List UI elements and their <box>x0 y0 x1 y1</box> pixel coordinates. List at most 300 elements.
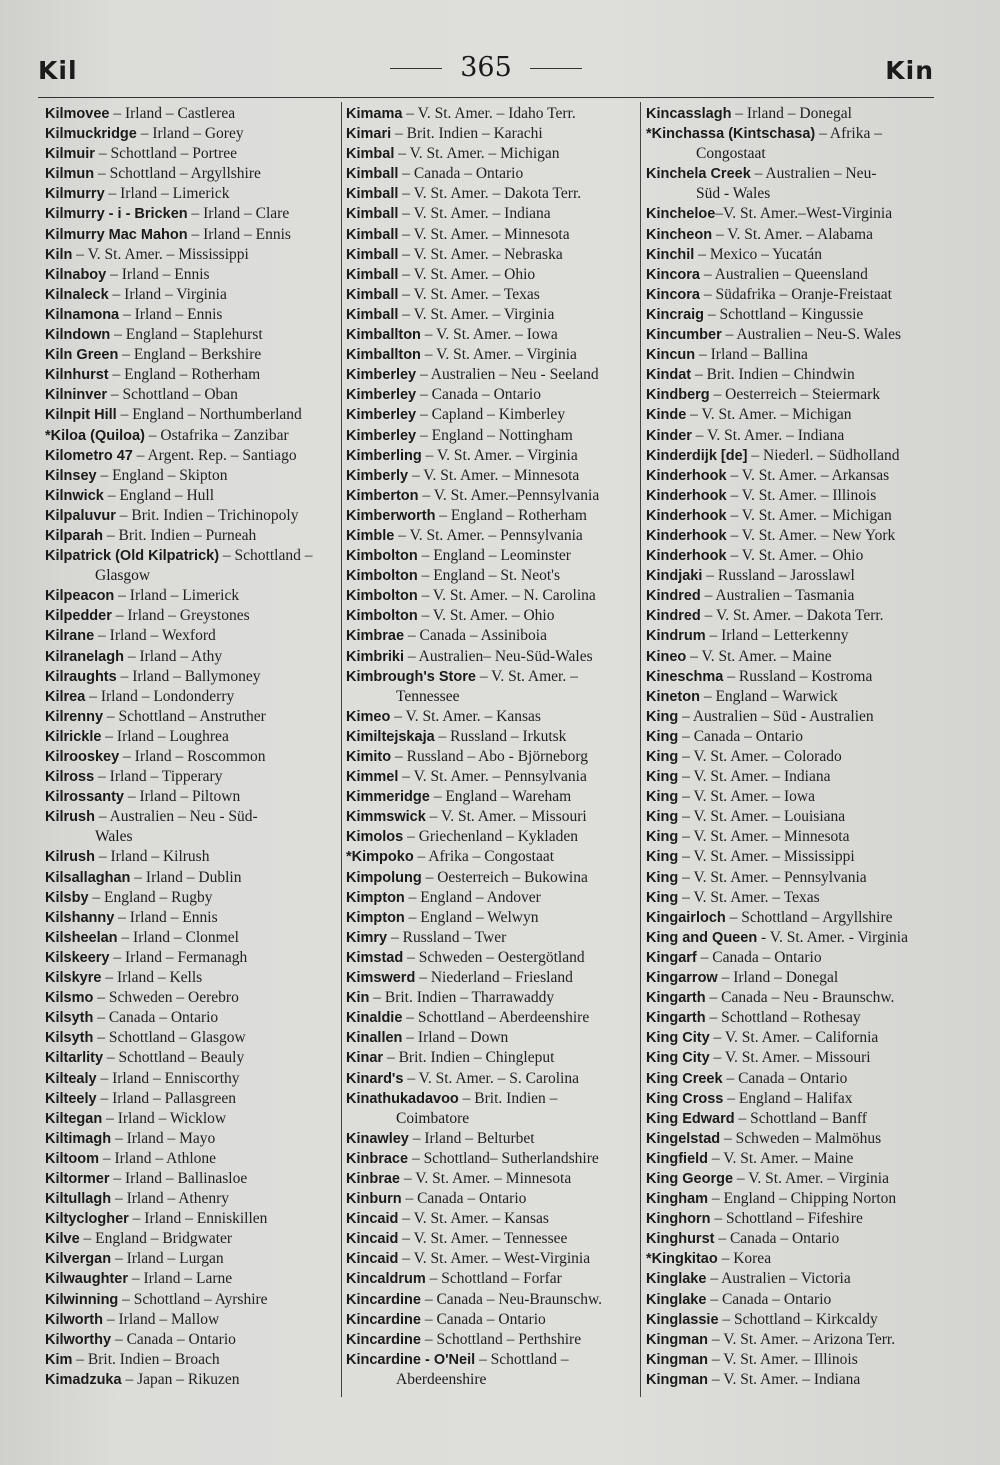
entry-name: Kindjaki <box>646 568 703 585</box>
entry-location: – V. St. Amer. – Minnesota <box>398 225 570 243</box>
entry-location: – V. St. Amer. – Missouri <box>425 808 587 826</box>
entry-location: – V. St. Amer. – Mississippi <box>72 245 249 263</box>
entry-location: – England – Halifax <box>723 1089 853 1107</box>
gazetteer-entry <box>646 626 940 646</box>
entry-location: – V. St. Amer. – Louisiana <box>678 808 846 826</box>
entry-name: Kilndown <box>45 327 111 344</box>
entry-location: – Schottland – Forfar <box>425 1270 562 1288</box>
entry-location: – V. St. Amer. – Dakota Terr. <box>700 607 884 625</box>
entry-name: Kilsallaghan <box>45 869 131 886</box>
gazetteer-entry <box>646 586 940 606</box>
gazetteer-entry <box>346 446 636 466</box>
gazetteer-entry <box>646 265 940 285</box>
entry-location: – Irland – Ballymoney <box>116 667 261 685</box>
column-3 <box>646 104 940 1390</box>
gazetteer-entry <box>45 586 335 606</box>
entry-location: – Canada – Ontario <box>398 165 524 183</box>
entry-location: – V. St. Amer. – Ohio <box>398 265 536 283</box>
gazetteer-entry <box>45 888 335 908</box>
entry-location: – Irland – Limerick <box>114 587 240 605</box>
gazetteer-entry <box>45 687 335 707</box>
gazetteer-entry <box>346 1028 636 1048</box>
entry-name: Kimbal <box>346 146 395 163</box>
entry-location: – Australien – Victoria <box>706 1270 851 1288</box>
entry-name: Kimswerd <box>346 970 416 987</box>
gazetteer-entry <box>45 466 335 486</box>
entry-location: – Irland – Donegal <box>731 105 852 122</box>
entry-name: King Edward <box>646 1110 735 1127</box>
entry-location: – Schottland – Rothesay <box>705 1009 861 1027</box>
entry-name: Kimolos <box>346 829 404 846</box>
entry-name: Kinbrace <box>346 1150 409 1167</box>
gazetteer-entry <box>346 245 636 265</box>
entry-name: Kilranelagh <box>45 648 124 665</box>
entry-name: Kiltealy <box>45 1070 97 1087</box>
gazetteer-entry <box>646 1229 940 1249</box>
entry-name: Kinde <box>646 407 687 424</box>
entry-name: Kiln Green <box>45 347 119 364</box>
gazetteer-entry <box>45 144 335 164</box>
entry-name: Kilraughts <box>45 668 117 685</box>
gazetteer-entry <box>346 928 636 948</box>
entry-location: – Australien – Süd - Australien <box>678 707 874 725</box>
entry-location: – V. St. Amer. – Pennsylvania <box>398 768 587 786</box>
gazetteer-entry <box>346 124 636 144</box>
entry-name: Kilmuir <box>45 146 95 163</box>
gazetteer-entry <box>45 1189 335 1209</box>
entry-name: Kinar <box>346 1050 384 1067</box>
entry-name: Kimmeridge <box>346 789 430 806</box>
entry-location: – V. St. Amer. – Idaho Terr. <box>402 105 576 122</box>
entry-name: Kinderhook <box>646 548 727 565</box>
header-dash-left <box>390 68 442 69</box>
gazetteer-entry <box>346 566 636 586</box>
entry-location: – Irland – Limerick <box>104 185 230 203</box>
gazetteer-entry <box>346 204 636 224</box>
entry-location: – V. St. Amer. – Illinois <box>726 486 877 504</box>
entry-name: Kinawley <box>346 1130 409 1147</box>
entry-name: Kincaid <box>346 1251 399 1268</box>
entry-name: Kilnhurst <box>45 367 109 384</box>
entry-name: Kincun <box>646 347 696 364</box>
entry-location: – Australien – Neu - Seeland <box>416 366 599 384</box>
gazetteer-entry <box>45 426 335 446</box>
entry-name: Kilskeery <box>45 949 110 966</box>
gazetteer-entry <box>646 305 940 325</box>
entry-name: Kinglake <box>646 1291 707 1308</box>
gazetteer-entry <box>646 1169 940 1189</box>
entry-location: – V. St. Amer. – Virginia <box>420 346 577 364</box>
entry-name: Kilrea <box>45 688 86 705</box>
gazetteer-entry <box>646 1370 940 1390</box>
entry-location: – V. St. Amer. – Dakota Terr. <box>398 185 582 203</box>
entry-location: – Südafrika – Oranje-Freistaat <box>700 285 892 303</box>
entry-location: – Canada – Ontario <box>722 1069 848 1087</box>
gazetteer-entry <box>346 426 636 446</box>
entry-location: – England – Andover <box>404 888 541 906</box>
entry-location: – Brit. Indien – Tharrawaddy <box>369 989 555 1007</box>
entry-name: Kilnaleck <box>45 286 109 303</box>
gazetteer-entry <box>646 506 940 526</box>
entry-name: Kincora <box>646 266 700 283</box>
entry-location: – England – Hull <box>103 486 215 504</box>
gazetteer-entry <box>45 104 335 124</box>
entry-name: Kinder <box>646 427 692 444</box>
entry-location: – Schottland – Perthshire <box>420 1330 582 1348</box>
gazetteer-entry <box>45 546 335 566</box>
entry-name: Kilross <box>45 769 95 786</box>
gazetteer-entry <box>45 1169 335 1189</box>
entry-location: – V. St. Amer. – Mississippi <box>678 848 855 866</box>
gazetteer-entry <box>346 1209 636 1229</box>
entry-name: Kilrush <box>45 849 95 866</box>
entry-continuation: Coimbatore <box>396 1109 470 1127</box>
entry-name: Kilsheelan <box>45 929 118 946</box>
entry-location: – Irland – Roscommon <box>119 748 266 765</box>
entry-location: – V. St. Amer. – California <box>709 1029 879 1047</box>
gazetteer-entry <box>346 1048 636 1068</box>
entry-name: Kiltoom <box>45 1150 99 1167</box>
entry-location: – Irland – Fermanagh <box>109 948 248 966</box>
entry-location: – Brit. Indien – Chingleput <box>383 1049 555 1067</box>
entry-name: Kilrickle <box>45 728 102 745</box>
entry-location: – Canada – Ontario <box>111 1330 236 1348</box>
entry-name: King <box>646 708 679 725</box>
entry-name: Kingarf <box>646 949 697 966</box>
entry-location: – Irland – Larne <box>127 1270 233 1288</box>
gazetteer-entry <box>646 847 940 867</box>
gazetteer-entry <box>646 104 940 124</box>
gazetteer-entry <box>346 144 636 164</box>
gazetteer-entry <box>346 1169 636 1189</box>
entry-name: Kingman <box>646 1331 709 1348</box>
entry-name: Kimball <box>346 246 399 263</box>
entry-name: Kimberly <box>346 467 409 484</box>
entry-name: Kimstad <box>346 949 404 966</box>
entry-location: – Irland – Ennis <box>106 265 210 283</box>
entry-name: Kilnwick <box>45 487 104 504</box>
entry-name: King <box>646 728 679 745</box>
gazetteer-entry <box>45 325 335 345</box>
entry-name: Kilometro 47 <box>45 447 133 464</box>
entry-name: Kilpeacon <box>45 588 115 605</box>
entry-name: Kinderhook <box>646 467 727 484</box>
entry-location: – V. St. Amer. – Michigan <box>686 406 852 424</box>
entry-location: – England – Wareham <box>429 788 572 806</box>
entry-location: – Korea <box>717 1250 772 1268</box>
gazetteer-entry <box>346 1189 636 1209</box>
gazetteer-entry <box>646 466 940 486</box>
entry-continuation: Aberdeenshire <box>396 1370 487 1388</box>
entry-name: King <box>646 829 679 846</box>
entry-location: – Australien – Queensland <box>700 265 868 283</box>
gazetteer-entry <box>45 647 335 667</box>
gazetteer-entry <box>646 1330 940 1350</box>
entry-location: – V. St. Amer. – Michigan <box>726 506 892 524</box>
gazetteer-entry <box>45 245 335 265</box>
entry-name: Kim <box>45 1351 73 1368</box>
entry-name: King <box>646 749 679 765</box>
entry-location: – Irland – Wexford <box>94 627 216 645</box>
entry-name: Kincora <box>646 286 700 303</box>
entry-location: – V. St. Amer. – West-Virginia <box>398 1250 591 1268</box>
entry-location: – V. St. Amer. – Indiana <box>398 205 551 223</box>
entry-name: King City <box>646 1030 710 1047</box>
entry-name: Kingelstad <box>646 1130 721 1147</box>
entry-name: King <box>646 849 679 866</box>
entry-name: Kilve <box>45 1231 80 1248</box>
entry-location: – England – Berkshire <box>118 346 262 364</box>
gazetteer-entry <box>45 1330 335 1350</box>
gazetteer-entry <box>646 204 940 224</box>
entry-location: – Schweden – Malmöhus <box>720 1129 882 1147</box>
gazetteer-entry <box>346 1089 636 1109</box>
gazetteer-entry <box>646 1209 940 1229</box>
gazetteer-entry <box>646 1350 940 1370</box>
entry-location: – Canada – Assiniboia <box>404 627 547 645</box>
entry-location: – Irland – Ballina <box>695 346 808 364</box>
gazetteer-entry <box>646 908 940 928</box>
entry-name: Kincraig <box>646 306 705 323</box>
entry-name: Kimball <box>346 266 399 283</box>
entry-location: – Schottland – Kingussie <box>704 305 864 323</box>
gazetteer-entry <box>346 707 636 727</box>
entry-name: Kimberley <box>346 427 417 444</box>
entry-location: – Irland – Dublin <box>130 868 242 886</box>
entry-location: – Japan – Rikuzen <box>121 1370 240 1388</box>
entry-name: Kindrum <box>646 628 706 645</box>
entry-name: Kincaldrum <box>346 1271 426 1288</box>
gazetteer-entry <box>45 506 335 526</box>
entry-name: Kimari <box>346 126 392 143</box>
gazetteer-entry <box>45 767 335 787</box>
entry-name: Kingarth <box>646 1010 706 1027</box>
entry-location: – Schottland– Sutherlandshire <box>408 1149 599 1167</box>
entry-name: Kincheon <box>646 226 713 243</box>
gazetteer-entry <box>346 164 636 184</box>
gazetteer-entry <box>646 546 940 566</box>
gazetteer-entry <box>45 707 335 727</box>
entry-location: – Irland – Letterkenny <box>705 627 849 645</box>
column-1 <box>45 104 335 1390</box>
gazetteer-entry <box>346 767 636 787</box>
entry-name: Kindred <box>646 588 701 605</box>
gazetteer-entry <box>346 1229 636 1249</box>
entry-location: – Irland – Down <box>402 1029 509 1047</box>
entry-location: – V. St. Amer. – Missouri <box>709 1049 871 1067</box>
entry-name: *Kiloa (Quiloa) <box>45 427 145 444</box>
entry-name: Kincardine <box>346 1291 421 1308</box>
entry-location: – V. St. Amer.–Pennsylvania <box>418 486 600 504</box>
entry-location: – Irland – Ennis <box>187 225 291 243</box>
entry-location: – England – Welwyn <box>404 908 539 926</box>
gazetteer-entry <box>646 1290 940 1310</box>
gazetteer-entry <box>45 807 335 827</box>
gazetteer-entry <box>646 1089 940 1109</box>
entry-name: Kincardine <box>346 1331 421 1348</box>
entry-name: King Creek <box>646 1070 723 1087</box>
entry-name: Kimballton <box>346 347 421 364</box>
entry-name: Kimama <box>346 106 403 122</box>
entry-name: Kimbolton <box>346 588 418 605</box>
gazetteer-entry <box>646 747 940 767</box>
entry-location: – Irland – Lurgan <box>111 1250 224 1268</box>
entry-location: – England – St. Neot's <box>417 567 560 585</box>
entry-location: – Russland – Jarosslawl <box>702 567 855 585</box>
entry-location: – Irland – Mallow <box>103 1310 220 1328</box>
gazetteer-entry <box>646 827 940 847</box>
entry-location: – V. St. Amer. – Texas <box>678 888 820 906</box>
entry-location: – V. St. Amer. – Maine <box>708 1149 854 1167</box>
entry-name: *Kingkitao <box>646 1251 718 1268</box>
gazetteer-entry <box>346 1310 636 1330</box>
entry-name: Kiltormer <box>45 1170 110 1187</box>
header-left-guideword: Kil <box>38 56 78 85</box>
gazetteer-entry <box>646 1028 940 1048</box>
entry-name: Kinderhook <box>646 487 727 504</box>
entry-name: Kilrossanty <box>45 789 124 806</box>
gazetteer-entry <box>45 1350 335 1370</box>
entry-name: Kincheloe <box>646 206 716 223</box>
entry-name: King <box>646 769 679 786</box>
gazetteer-entry <box>646 988 940 1008</box>
entry-name: Kimberley <box>346 407 417 424</box>
entry-location: – Brit. Indien – Karachi <box>391 125 543 143</box>
entry-name: Kimbriki <box>346 648 405 665</box>
entry-name: Kimball <box>346 286 399 303</box>
gazetteer-entry <box>646 1189 940 1209</box>
entry-location: – Schottland – Ayrshire <box>118 1290 268 1308</box>
entry-name: Kinglassie <box>646 1311 719 1328</box>
entry-location: – Irland – Gorey <box>136 125 244 143</box>
entry-continuation: Tennessee <box>396 687 460 705</box>
entry-location: – V. St. Amer. – Minnesota <box>408 466 580 484</box>
entry-location: – Schottland – Aberdeenshire <box>402 1009 590 1027</box>
entry-name: Kingairloch <box>646 909 726 926</box>
column-2 <box>346 104 636 1390</box>
gazetteer-entry <box>45 1209 335 1229</box>
gazetteer-entry <box>45 265 335 285</box>
gazetteer-entry <box>346 1330 636 1350</box>
gazetteer-entry <box>45 787 335 807</box>
entry-name: Kimberling <box>346 447 422 464</box>
entry-location: – England – Skipton <box>96 466 228 484</box>
entry-location: – Irland – Castlerea <box>109 105 236 122</box>
entry-name: Kimball <box>346 206 399 223</box>
gazetteer-entry <box>346 1249 636 1269</box>
entry-location: – Brit. Indien – Purneah <box>103 526 257 544</box>
entry-name: Kilpedder <box>45 608 112 625</box>
gazetteer-entry <box>346 586 636 606</box>
entry-name: Kilworth <box>45 1311 103 1328</box>
entry-name: Kilparah <box>45 527 104 544</box>
entry-name: Kilninver <box>45 387 108 404</box>
entry-name: Kimbolton <box>346 608 418 625</box>
gazetteer-entry <box>45 667 335 687</box>
gazetteer-entry <box>45 747 335 767</box>
entry-location: – Schottland – <box>475 1350 569 1368</box>
entry-continuation: Süd - Wales <box>696 185 771 203</box>
entry-name: Kilsyth <box>45 1030 94 1047</box>
entry-location: – Russland – Kostroma <box>723 667 873 685</box>
gazetteer-entry <box>45 345 335 365</box>
entry-location: – England – Rugby <box>88 888 213 906</box>
gazetteer-entry <box>45 626 335 646</box>
entry-location: – V. St. Amer. – Indiana <box>678 768 831 786</box>
gazetteer-entry <box>45 1290 335 1310</box>
gazetteer-entry <box>646 124 940 144</box>
entry-location: – V. St. Amer. – Pennsylvania <box>394 526 583 544</box>
entry-name: Kiltimagh <box>45 1130 112 1147</box>
entry-location: – V. St. Amer. – Iowa <box>678 788 816 806</box>
entry-location: – Irland – Greystones <box>111 607 250 625</box>
gazetteer-entry <box>346 345 636 365</box>
gazetteer-entry <box>346 1069 636 1089</box>
entry-name: Kiltullagh <box>45 1191 112 1208</box>
gazetteer-entry <box>45 1109 335 1129</box>
entry-name: King <box>646 789 679 806</box>
gazetteer-entry <box>346 787 636 807</box>
entry-name: Kimiltejskaja <box>346 728 435 745</box>
gazetteer-entry <box>45 727 335 747</box>
entry-name: Kinderdijk [de] <box>646 447 748 464</box>
entry-name: Kimberworth <box>346 507 436 524</box>
entry-location: – V. St. Amer. – Kansas <box>398 1210 549 1228</box>
gazetteer-entry <box>45 486 335 506</box>
gazetteer-entry <box>45 847 335 867</box>
entry-continuation: Glasgow <box>95 567 151 585</box>
entry-name: Kiltegan <box>45 1110 103 1127</box>
entry-location: – Brit. Indien – Trichinopoly <box>115 506 299 524</box>
gazetteer-entry <box>646 486 940 506</box>
entry-location: – Schottland – Beauly <box>103 1049 245 1067</box>
entry-name: Kinderhook <box>646 507 727 524</box>
entry-name: Kiln <box>45 246 73 263</box>
entry-location: – Irland – Ballinasloe <box>109 1169 248 1187</box>
entry-location: – V. St. Amer. – Arizona Terr. <box>708 1330 896 1348</box>
entry-name: Kinbrae <box>346 1170 400 1187</box>
entry-name: Kineschma <box>646 668 724 685</box>
entry-location: – Irland – Donegal <box>717 969 839 987</box>
gazetteer-entry <box>646 1149 940 1169</box>
gazetteer-entry <box>45 164 335 184</box>
gazetteer-entry <box>346 1129 636 1149</box>
gazetteer-entry <box>346 486 636 506</box>
page-number-block <box>38 52 934 83</box>
gazetteer-entry <box>346 807 636 827</box>
entry-location: – Schottland – <box>219 547 313 565</box>
gazetteer-entry <box>45 1069 335 1089</box>
entry-location: – Irland – Athlone <box>98 1149 217 1167</box>
gazetteer-entry <box>346 104 636 124</box>
entry-name: Kinathukadavoo <box>346 1090 459 1107</box>
entry-location: – Irland – Belturbet <box>408 1129 535 1147</box>
gazetteer-entry <box>646 687 940 707</box>
gazetteer-entry <box>346 385 636 405</box>
entry-name: King <box>646 889 679 906</box>
entry-location: – V. St. Amer. – Ohio <box>417 607 555 625</box>
entry-name: Kinglake <box>646 1271 707 1288</box>
entry-location: – Schottland – Oban <box>107 386 238 404</box>
entry-location: – Schweden – Oestergötland <box>403 948 585 966</box>
entry-location: – Irland – Athy <box>123 647 223 665</box>
entry-name: Kilrush <box>45 809 95 826</box>
entry-location: – V. St. Amer. – Indiana <box>708 1370 861 1388</box>
entry-name: Kincaid <box>346 1231 399 1248</box>
entry-name: Kincumber <box>646 327 722 344</box>
entry-location: – Irland – Athenry <box>111 1190 230 1208</box>
entry-location: - V. St. Amer. - Virginia <box>757 928 908 946</box>
